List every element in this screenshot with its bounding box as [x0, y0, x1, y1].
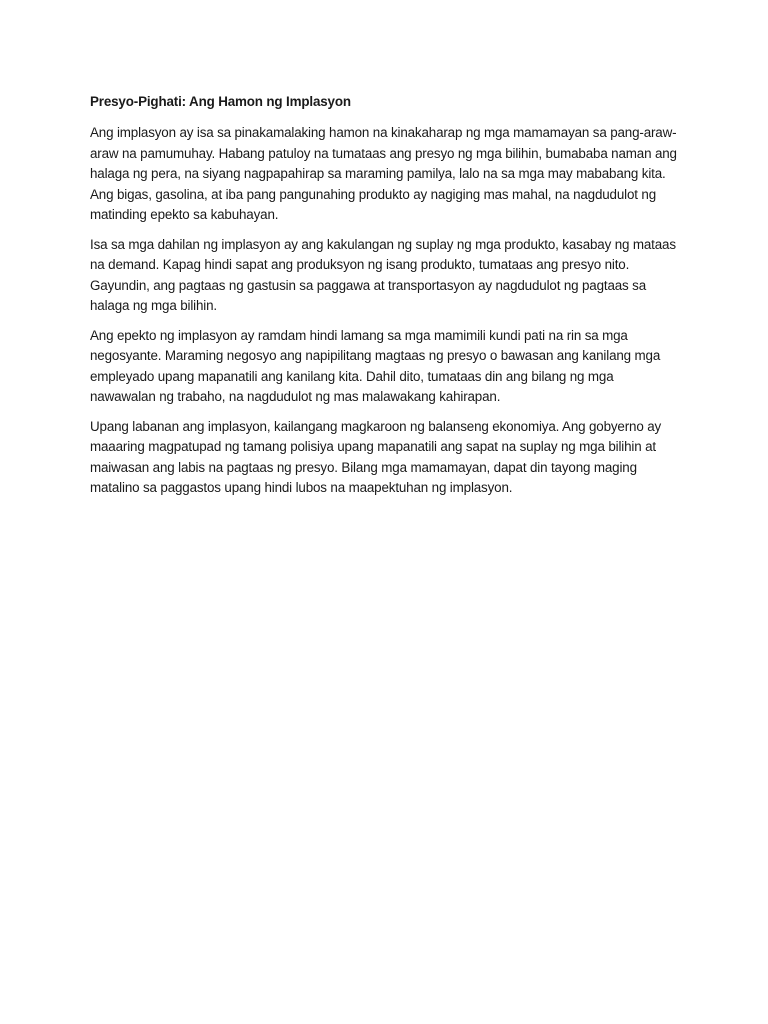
document-body	[90, 92, 682, 508]
paragraph-2: Isa sa mga dahilan ng implasyon ay ang kakulangan ng suplay ng mga produkto, kasabay ng mataas na demand. Kapag hindi sapat ang produksyon ng isang produkto, tumataas ang presyo nito. Gayundin, ang pagtaas ng gastusin sa paggawa at transportasyon ay nagdudulot ng pagtaas sa halaga ng mga bilihin.	[90, 236, 676, 313]
document-title: Presyo-Pighati: Ang Hamon ng Implasyon	[90, 94, 351, 109]
paragraph-1: Ang implasyon ay isa sa pinakamalaking hamon na kinakaharap ng mga mamamayan sa pang-araw-araw na pamumuhay. Habang patuloy na tumataas ang presyo ng mga bilihin, bumababa naman ang halaga ng pera, na siyang nagpapahirap sa maraming pamilya, lalo na sa mga may mababang kita. Ang bigas, gasolina, at iba pang pangunahing produkto ay nagiging mas mahal, na nagdudulot ng matinding epekto sa kabuhayan.	[90, 125, 677, 222]
paragraph-4: Upang labanan ang implasyon, kailangang magkaroon ng balanseng ekonomiya. Ang gobyerno ay maaaring magpatupad ng tamang polisiya upang mapanatili ang sapat na suplay ng mga bilihin at maiwasan ang labis na pagtaas ng presyo. Bilang mga mamamayan, dapat din tayong maging matalino sa paggastos upang hindi lubos na maapektuhan ng implasyon.	[90, 418, 662, 495]
paragraph-3: Ang epekto ng implasyon ay ramdam hindi lamang sa mga mamimili kundi pati na rin sa mga negosyante. Maraming negosyo ang napipilitang magtaas ng presyo o bawasan ang kanilang mga empleyado upang mapanatili ang kanilang kita. Dahil dito, tumataas din ang bilang ng mga nawawalan ng trabaho, na nagdudulot ng mas malawakang kahirapan.	[90, 327, 661, 404]
